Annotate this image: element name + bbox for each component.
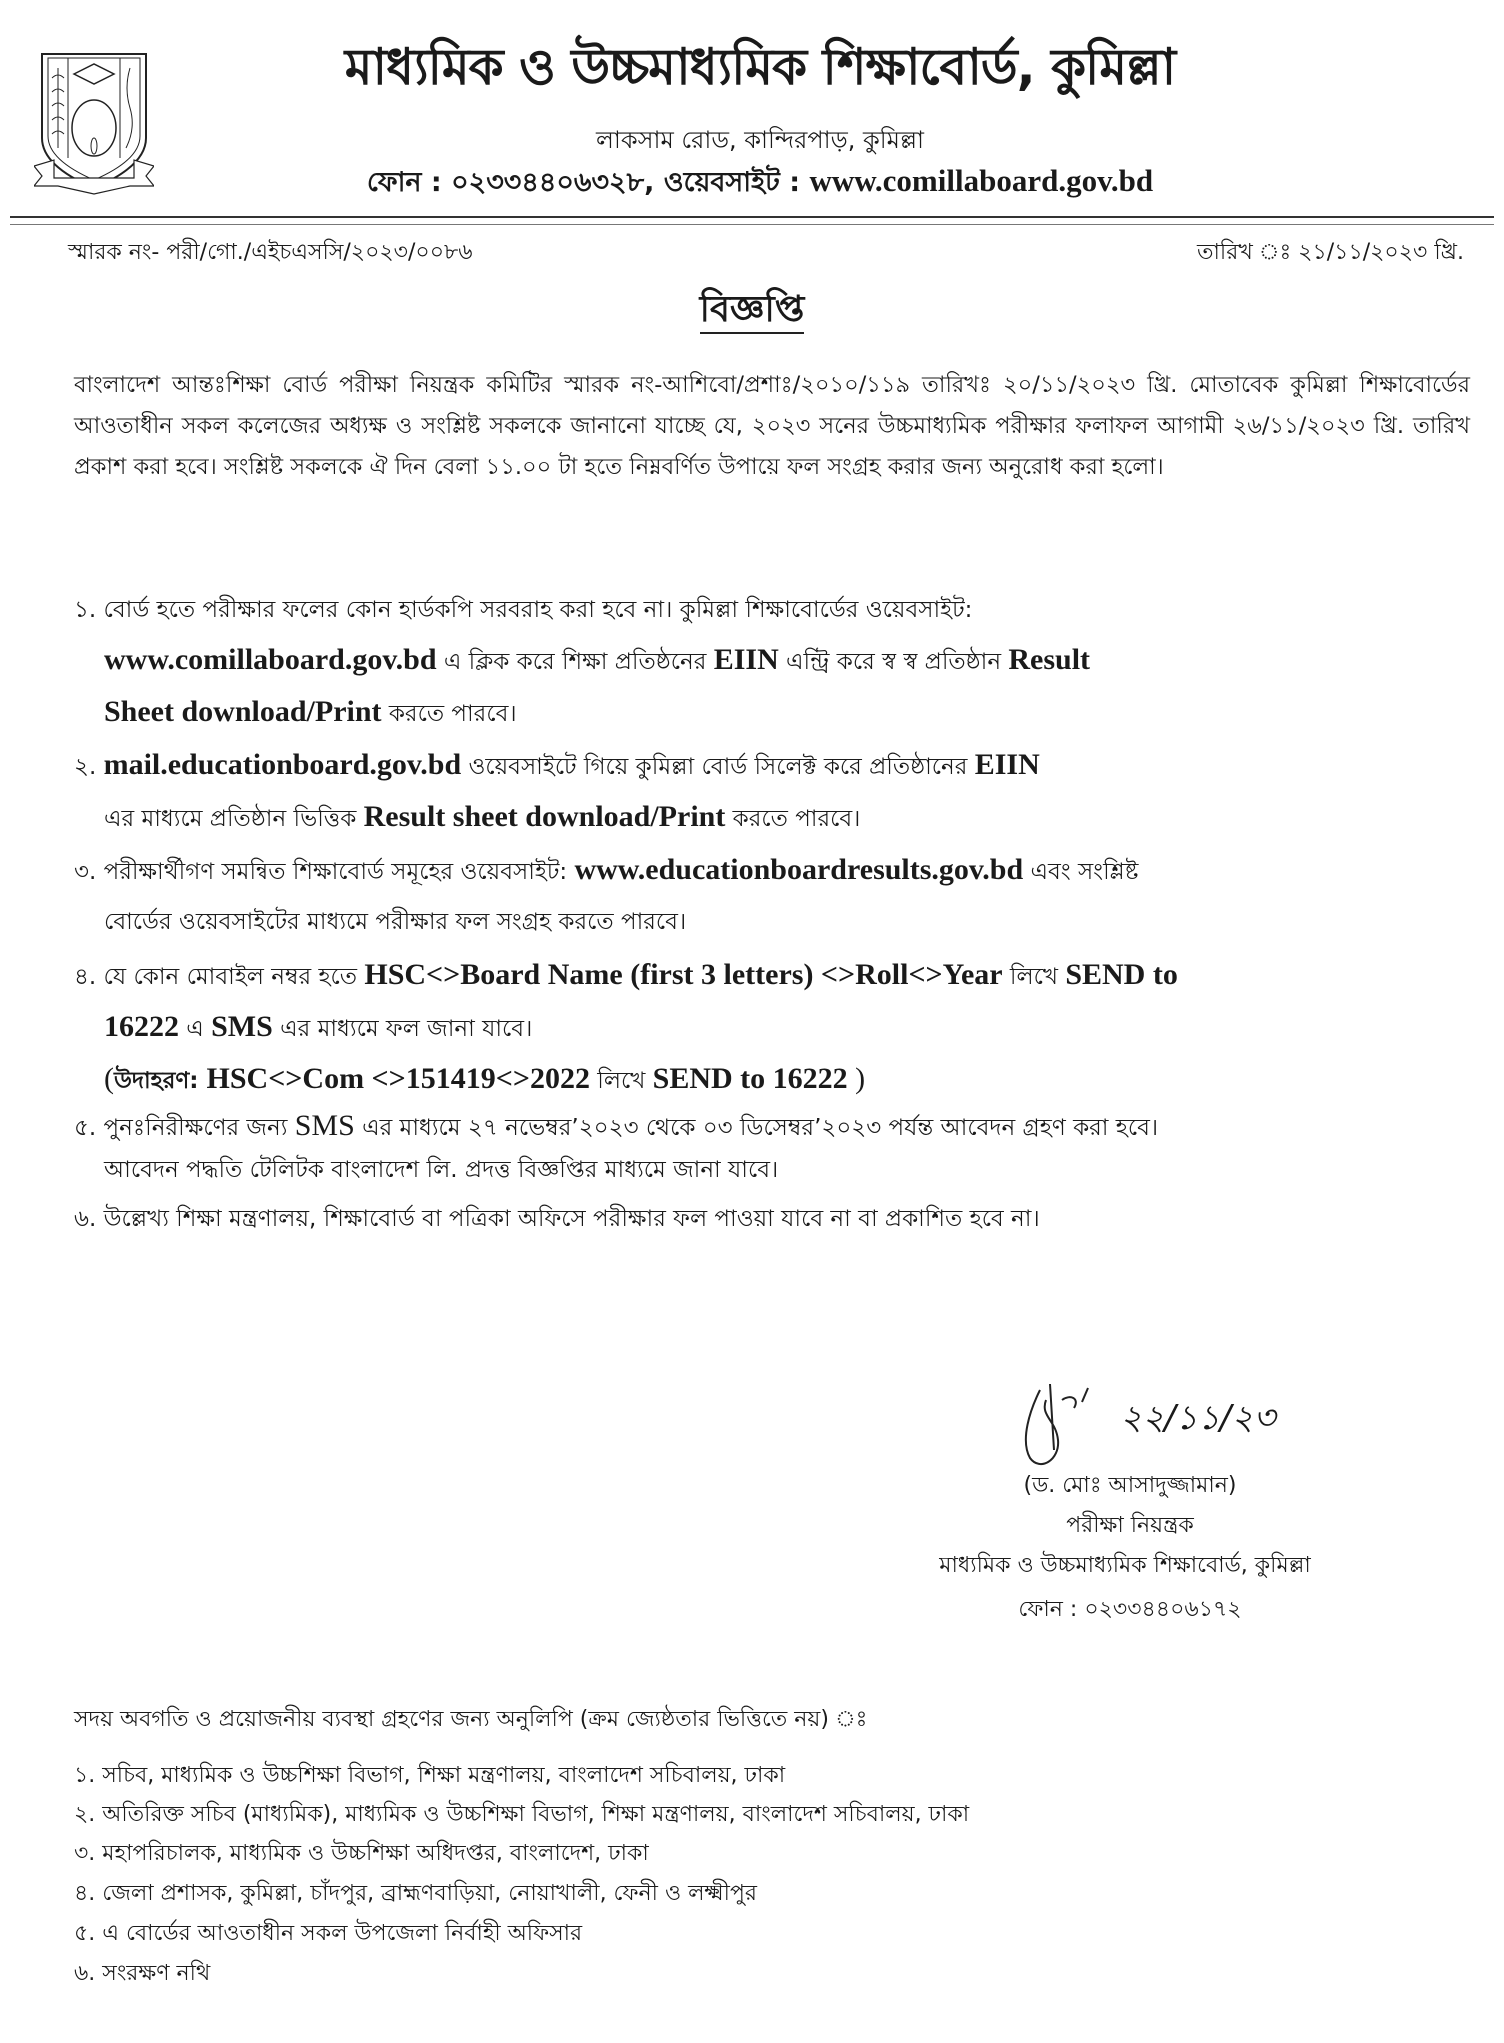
sheet-download-label: Sheet download/Print (104, 695, 382, 728)
item-5-line-2: আবেদন পদ্ধতি টেলিটক বাংলাদেশ লি. প্রদত্ত বিজ্ঞপ্তির মাধ্যমে জানা যাবে। (104, 1157, 779, 1183)
example-label: উদাহরণ: (114, 1068, 207, 1094)
list-item-5 (74, 1105, 1158, 1191)
copy-item: ৪. জেলা প্রশাসক, কুমিল্লা, চাঁদপুর, ব্রাহ্মণবাড়িয়া, নোয়াখালী, ফেনী ও লক্ষ্মীপুর (74, 1881, 757, 1906)
item-3-text: ৩. পরীক্ষার্থীগণ সমন্বিত শিক্ষাবোর্ড সমূহের ওয়েবসাইট: (74, 859, 575, 885)
item-1-text: এ ক্লিক করে শিক্ষা প্রতিষ্ঠনের (436, 649, 714, 675)
sms-label: SMS (294, 1109, 355, 1142)
copy-item: ৬. সংরক্ষণ নথি (74, 1961, 211, 1986)
copy-item: ১. সচিব, মাধ্যমিক ও উচ্চশিক্ষা বিভাগ, শিক্ষা মন্ত্রণালয়, বাংলাদেশ সচিবালয়, ঢাকা (74, 1763, 786, 1788)
sms-format: HSC<>Board Name (first 3 letters) <>Roll<>Year (364, 958, 1003, 991)
organization-title: মাধ্যমিক ও উচ্চমাধ্যমিক শিক্ষাবোর্ড, কুমিল্লা (344, 38, 1176, 96)
memo-date: তারিখ ঃ ২১/১১/২০২৩ খ্রি. (1197, 240, 1464, 265)
list-item-4 (74, 950, 1178, 1106)
item-4-text-3: এ (179, 1016, 212, 1042)
contact-phone-label: ফোন : ০২৩৩৪৪০৬৩২৮, ওয়েবসাইট : (366, 167, 810, 198)
comillaboard-link[interactable]: www.comillaboard.gov.bd (104, 643, 437, 676)
eiin-label: EIIN (713, 643, 779, 676)
list-item-6 (74, 1198, 1040, 1240)
organization-address: লাকসাম রোড, কান্দিরপাড়, কুমিল্লা (596, 126, 924, 154)
signatory-organization: মাধ্যমিক ও উচ্চমাধ্যমিক শিক্ষাবোর্ড, কুমিল্লা (939, 1553, 1311, 1578)
signatory-designation: পরীক্ষা নিয়ন্ত্রক (1066, 1513, 1194, 1538)
organization-contact (260, 162, 1260, 207)
item-5-text: ৫. পুনঃনিরীক্ষণের জন্য (74, 1115, 295, 1141)
item-5-line-1 (74, 1105, 1158, 1149)
item-4-text: ৪. যে কোন মোবাইল নম্বর হতে (74, 964, 365, 990)
example-text: লিখে (589, 1068, 653, 1094)
result-label: Result (1008, 643, 1091, 676)
notice-title-text: বিজ্ঞপ্তি (700, 289, 805, 334)
list-item-1 (74, 585, 1090, 739)
item-2-text-2: এর মাধ্যমে প্রতিষ্ঠান ভিত্তিক (104, 806, 364, 832)
example-close-paren: ) (847, 1062, 866, 1095)
educationboardresults-link[interactable]: www.educationboardresults.gov.bd (574, 853, 1024, 886)
send-to-label: SEND to (1065, 958, 1178, 991)
item-4-text-4: এর মাধ্যমে ফল জানা যাবে। (272, 1016, 533, 1042)
intro-paragraph: বাংলাদেশ আন্তঃশিক্ষা বোর্ড পরীক্ষা নিয়ন্ত্রক কমিটির স্মারক নং-আশিবো/প্রশাঃ/২০১০/১১৯ তারিখঃ ২০/১১/২০২৩ খ্রি. মোতাবেক কুমিল্লা শিক্ষাবোর্ডের আওতাধীন সকল কলেজের অধ্যক্ষ ও সংশ্লিষ্ট সকলকে জানানো যাচ্ছে যে, ২০২৩ সনের উচ্চমাধ্যমিক পরীক্ষার ফলাফল আগামী ২৬/১১/২০২৩ খ্রি. তারিখ প্রকাশ করা হবে। সংশ্লিষ্ট সকলকে ঐ দিন বেলা ১১.০০ টা হতে নিম্নবর্ণিত উপায়ে ফল সংগ্রহ করার জন্য অনুরোধ করা হলো। (74, 372, 1470, 480)
eiin-label: EIIN (974, 748, 1040, 781)
item-3-line-1 (74, 845, 1138, 897)
signatory-name: (ড. মোঃ আসাদুজ্জামান) (1023, 1473, 1237, 1498)
website-link[interactable]: www.comillaboard.gov.bd (809, 163, 1154, 198)
copies-heading: সদয় অবগতি ও প্রয়োজনীয় ব্যবস্থা গ্রহণের জন্য অনুলিপি (ক্রম জ্যেষ্ঠতার ভিত্তিতে নয়) ঃ (74, 1707, 868, 1732)
item-2-text-3: করতে পারবে। (725, 806, 861, 832)
sms-number: 16222 (104, 1010, 179, 1043)
example-format: HSC<>Com <>151419<>2022 (206, 1062, 590, 1095)
item-1-line-1: ১. বোর্ড হতে পরীক্ষার ফলের কোন হার্ডকপি সরবরাহ করা হবে না। কুমিল্লা শিক্ষাবোর্ডের ওয়েবসাইট: (74, 597, 973, 623)
list-item-3 (74, 845, 1138, 947)
sms-label: SMS (211, 1010, 273, 1043)
item-4-text-2: লিখে (1002, 964, 1066, 990)
header-divider (10, 216, 1494, 225)
handwritten-date: ২২/১১/২৩ (1120, 1398, 1276, 1438)
item-5-text-2: এর মাধ্যমে ২৭ নভেম্বর’২০২৩ থেকে ০৩ ডিসেম্বর’২০২৩ পর্যন্ত আবেদন গ্রহণ করা হবে। (354, 1115, 1159, 1141)
item-1-text-2: এন্ট্রি করে স্ব স্ব প্রতিষ্ঠান (778, 649, 1009, 675)
result-sheet-label: Result sheet download/Print (363, 800, 726, 833)
item-2-number: ২. (74, 754, 104, 780)
item-6-line-1: ৬. উল্লেখ্য শিক্ষা মন্ত্রণালয়, শিক্ষাবোর্ড বা পত্রিকা অফিসে পরীক্ষার ফল পাওয়া যাবে না বা প্রকাশিত হবে না। (74, 1206, 1040, 1232)
item-4-line-1 (74, 950, 1178, 1002)
item-1-text-3: করতে পারবে। (381, 701, 517, 727)
example-send: SEND to 16222 (652, 1062, 848, 1095)
item-2-line-1 (74, 740, 1040, 792)
notice-title (0, 282, 1504, 342)
copy-item: ৫. এ বোর্ডের আওতাধীন সকল উপজেলা নির্বাহী অফিসার (74, 1921, 583, 1946)
board-emblem-logo (34, 48, 154, 198)
item-1-line-2 (74, 635, 1090, 687)
item-1-line-3 (74, 687, 1090, 739)
signatory-phone: ফোন : ০২৩৩৪৪০৬১৭২ (1018, 1597, 1242, 1622)
educationboard-mail-link[interactable]: mail.educationboard.gov.bd (103, 748, 462, 781)
item-3-line-2: বোর্ডের ওয়েবসাইটের মাধ্যমে পরীক্ষার ফল সংগ্রহ করতে পারবে। (104, 909, 687, 935)
copy-item: ২. অতিরিক্ত সচিব (মাধ্যমিক), মাধ্যমিক ও উচ্চশিক্ষা বিভাগ, শিক্ষা মন্ত্রণালয়, বাংলাদেশ সচিবালয়, ঢাকা (74, 1802, 970, 1827)
list-item-2 (74, 740, 1040, 844)
item-2-text: ওয়েবসাইটে গিয়ে কুমিল্লা বোর্ড সিলেক্ট করে প্রতিষ্ঠানের (461, 754, 975, 780)
example-open-paren: ( (104, 1062, 114, 1095)
item-4-line-2 (74, 1002, 1178, 1054)
item-4-example (74, 1054, 1178, 1106)
item-2-line-2 (74, 792, 1040, 844)
copy-item: ৩. মহাপরিচালক, মাধ্যমিক ও উচ্চশিক্ষা অধিদপ্তর, বাংলাদেশ, ঢাকা (74, 1841, 649, 1866)
memo-number: স্মারক নং- পরী/গো./এইচএসসি/২০২৩/০০৮৬ (68, 240, 473, 265)
item-3-text-2: এবং সংশ্লিষ্ট (1023, 859, 1139, 885)
